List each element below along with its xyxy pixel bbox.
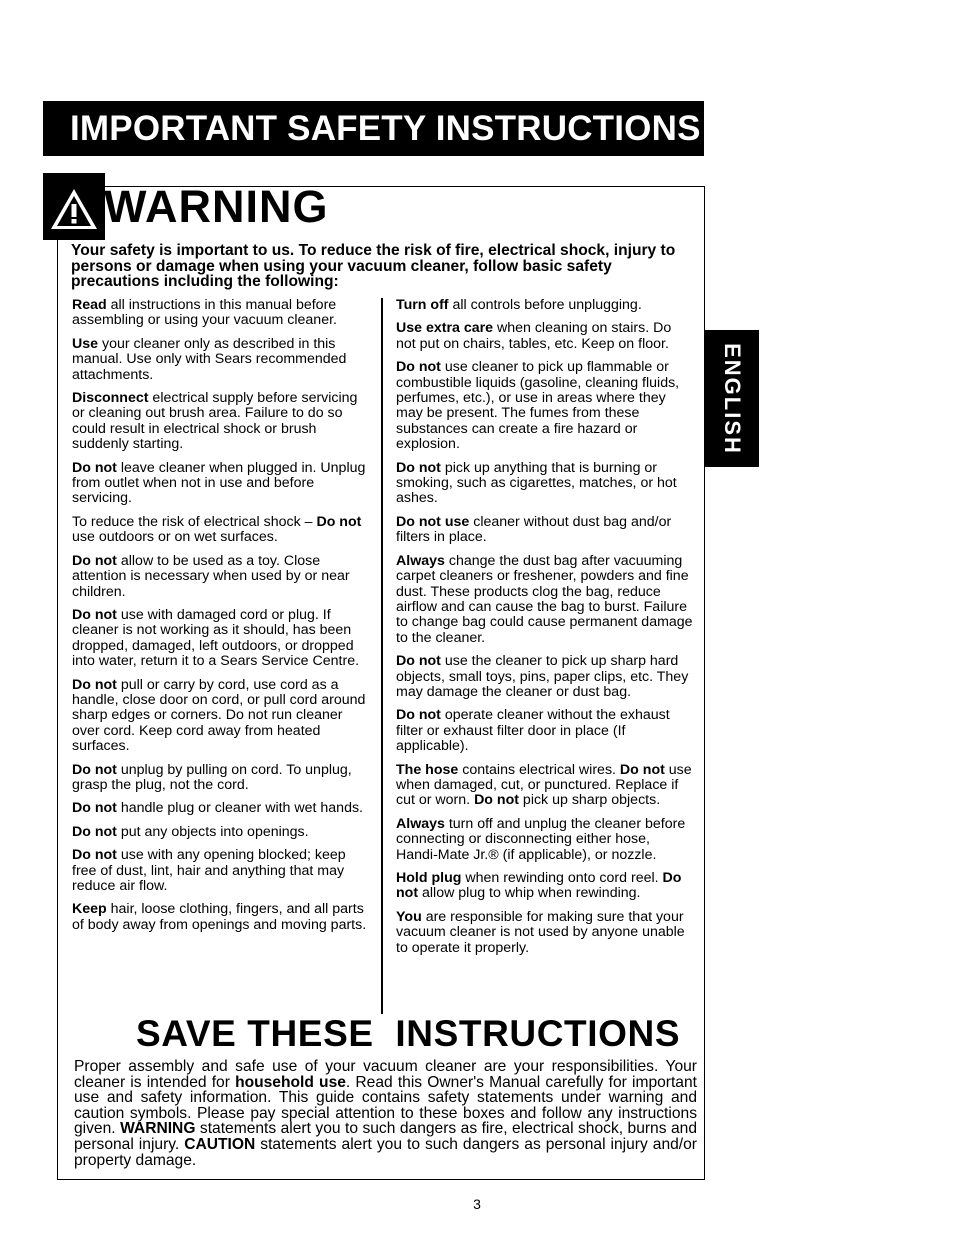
save-instructions-body: Proper assembly and safe use of your vacuum cleaner are your responsibilities. Your cleaner is intended for household use. Read this Owner's Manual carefully for important use and safety information. This guide contains safety statements under warning and caution symbols. Please pay special attention to these boxes and follow any instructions given. WARNING statements alert you to such dangers as fire, electrical shock, burns and personal injury. CAUTION statements alert you to such dangers as personal injury and/or property damage. <box>74 1058 698 1169</box>
list-item: Always change the dust bag after vacuuming carpet cleaners or freshener, powders and fine dust. These products clog the bag, reduce airflow and can cause the bag to burst. Failure to change bag could cause permanent damage to the cleaner. <box>396 552 693 646</box>
save-instructions-title: SAVE THESE INSTRUCTIONS <box>136 1013 681 1054</box>
list-item: Do not use cleaner to pick up flammable or combustible liquids (gasoline, cleaning fluids, perfumes, etc.), or use in areas where they may be present. The fumes from these substances can create a fire hazard or explosion. <box>396 359 680 453</box>
list-item: Do not use the cleaner to pick up sharp hard objects, small toys, pins, paper clips, etc. They may damage the cleaner or dust bag. <box>396 653 689 700</box>
list-item: Do not use with damaged cord or plug. If cleaner is not working as it should, has been dropped, damaged, left outdoors, or dropped into water, return it to a Sears Service Centre. <box>72 606 360 670</box>
left-instructions <box>72 298 370 941</box>
warning-intro: Your safety is important to us. To reduce the risk of fire, electrical shock, injury to persons or damage when using your vacuum cleaner, follow basic safety precautions including the following: <box>71 242 676 290</box>
list-item: Do not pull or carry by cord, use cord as a handle, close door on cord, or pull cord around sharp edges or corners. Do not run cleaner over cord. Keep cord away from heated surfaces. <box>72 676 366 755</box>
list-item: Do not use cleaner without dust bag and/or filters in place. <box>396 513 672 546</box>
list-item: To reduce the risk of electrical shock – Do not use outdoors or on wet surfaces. <box>72 513 362 546</box>
list-item: Turn off all controls before unplugging. <box>396 297 642 313</box>
list-item: Do not put any objects into openings. <box>72 823 309 840</box>
list-item: Keep hair, loose clothing, fingers, and all parts of body away from openings and moving parts. <box>72 901 367 933</box>
warning-title: WARNING <box>104 181 329 232</box>
list-item: Disconnect electrical supply before servicing or cleaning out brush area. Failure to do so could result in electrical shock or brush suddenly starting. <box>72 390 358 453</box>
warning-tab <box>43 173 105 240</box>
section-banner: IMPORTANT SAFETY INSTRUCTIONS <box>43 101 704 156</box>
warning-triangle-icon <box>49 187 99 231</box>
list-item: Read all instructions in this manual before assembling or using your vacuum cleaner. <box>72 297 337 329</box>
list-item: Do not use with any opening blocked; keep free of dust, lint, hair and anything that may reduce air flow. <box>72 847 346 894</box>
list-item: Always turn off and unplug the cleaner before connecting or disconnecting either hose, Handi-Mate Jr.® (if applicable), or nozzle. <box>396 815 686 863</box>
list-item: Do not handle plug or cleaner with wet hands. <box>72 800 363 817</box>
list-item: Do not pick up anything that is burning or smoking, such as cigarettes, matches, or hot ashes. <box>396 459 677 507</box>
right-instructions <box>396 298 694 964</box>
list-item: Use extra care when cleaning on stairs. Do not put on chairs, tables, etc. Keep on floor. <box>396 320 672 352</box>
list-item: You are responsible for making sure that your vacuum cleaner is not used by anyone unable to operate it properly. <box>396 908 685 956</box>
language-tab <box>705 330 759 467</box>
language-tab-label: ENGLISH <box>720 342 745 455</box>
list-item: Use your cleaner only as described in this manual. Use only with Sears recommended attachments. <box>72 335 347 383</box>
list-item: Do not operate cleaner without the exhaust filter or exhaust filter door in place (If applicable). <box>396 707 670 755</box>
column-divider <box>381 298 383 1014</box>
list-item: Do not allow to be used as a toy. Close attention is necessary when used by or near children. <box>72 552 350 600</box>
list-item: Hold plug when rewinding onto cord reel. Do not allow plug to whip when rewinding. <box>396 870 682 902</box>
list-item: The hose contains electrical wires. Do not use when damaged, cut, or punctured. Replace if cut or worn. Do not pick up sharp objects. <box>396 761 692 809</box>
list-item: Do not leave cleaner when plugged in. Unplug from outlet when not in use and before servicing. <box>72 459 366 507</box>
page-number: 3 <box>473 1196 481 1212</box>
list-item: Do not unplug by pulling on cord. To unplug, grasp the plug, not the cord. <box>72 761 352 793</box>
